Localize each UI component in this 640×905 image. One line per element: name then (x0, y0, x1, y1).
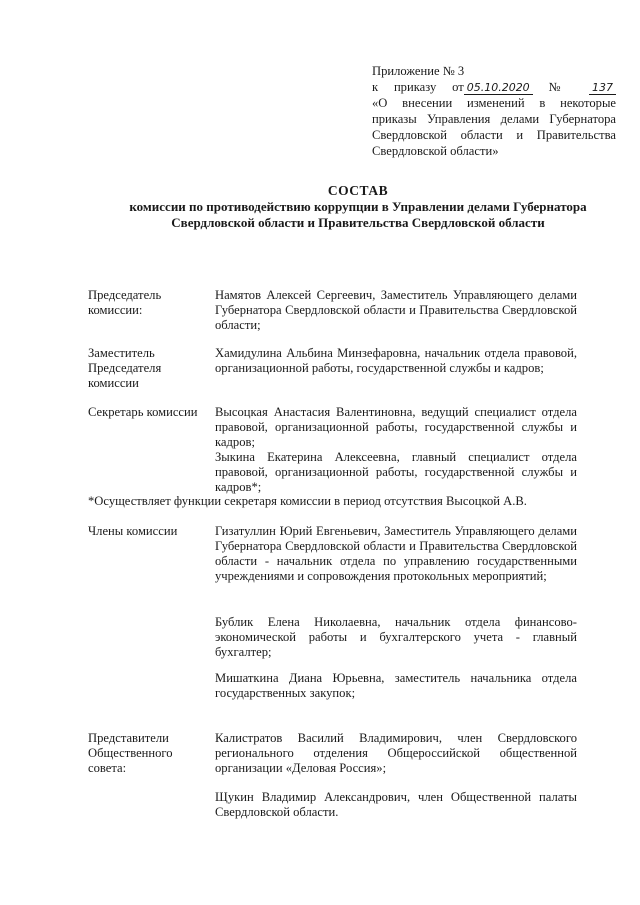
title-line-1: комиссии по противодействию коррупции в Управлении делами Губернатора (129, 199, 587, 214)
order-word: приказу (393, 80, 437, 94)
title-line-2: Свердловской области и Правительства Свердловской области (171, 215, 545, 230)
appendix-header (372, 63, 616, 159)
number-label: № (548, 80, 574, 94)
from-label: от (452, 80, 464, 94)
order-number-group (549, 80, 617, 94)
secretary-person: Высоцкая Анастасия Валентиновна, ведущий специалист отдела правовой, организационной работы, государственной службы и кадров; (215, 405, 577, 449)
document-title (120, 183, 596, 231)
chairman-person: Намятов Алексей Сергеевич, Заместитель Управляющего делами Губернатора Свердловской области и Правительства Свердловской области; (215, 288, 577, 332)
member-item: Мишаткина Диана Юрьевна, заместитель начальника отдела государственных закупок; (215, 671, 577, 700)
order-date-group (452, 80, 533, 94)
public-council-member: Калистратов Василий Владимирович, член Свердловского регионального отделения Общероссийской общественной организации «Деловая Россия»; (215, 731, 577, 775)
order-number: 137 (589, 82, 616, 95)
members-label: Члены комиссии (88, 524, 178, 538)
order-subject-line-3: Свердловской области и Правительства (372, 128, 616, 142)
order-reference (372, 79, 616, 95)
title-heading: СОСТАВ (327, 183, 389, 198)
secretary-alternate: Зыкина Екатерина Алексеевна, главный специалист отдела правовой, организационной работы, государственной службы и кадров*; (215, 450, 577, 494)
appendix-title: Приложение № 3 (372, 64, 465, 78)
secretary-footnote: *Осуществляет функции секретаря комиссии в период отсутствия Высоцкой А.В. (88, 494, 527, 508)
order-subject-line-1: «О внесении изменений в некоторые (372, 96, 616, 110)
public-council-label: Представители Общественного совета: (88, 731, 173, 775)
order-prefix: к (372, 80, 379, 94)
order-subject-line-2: приказы Управления делами Губернатора (372, 112, 616, 126)
order-subject-line-4: Свердловской области» (372, 144, 499, 158)
member-item: Гизатуллин Юрий Евгеньевич, Заместитель Управляющего делами Губернатора Свердловской области и Правительства Свердловской области - начальник отдела по управлению государственными учреждениями и сопровождения протокольных мероприятий; (215, 524, 577, 583)
chairman-label: Председатель комиссии: (88, 288, 162, 317)
deputy-label: Заместитель Председателя комиссии (88, 346, 162, 390)
public-council-member: Щукин Владимир Александрович, член Общественной палаты Свердловской области. (215, 790, 577, 819)
secretary-label: Секретарь комиссии (88, 405, 198, 419)
order-date: 05.10.2020 (464, 82, 533, 95)
deputy-person: Хамидулина Альбина Минзефаровна, начальник отдела правовой, организационной работы, государственной службы и кадров; (215, 346, 577, 375)
member-item: Бублик Елена Николаевна, начальник отдела финансово-экономической работы и бухгалтерского учета - главный бухгалтер; (215, 615, 577, 659)
